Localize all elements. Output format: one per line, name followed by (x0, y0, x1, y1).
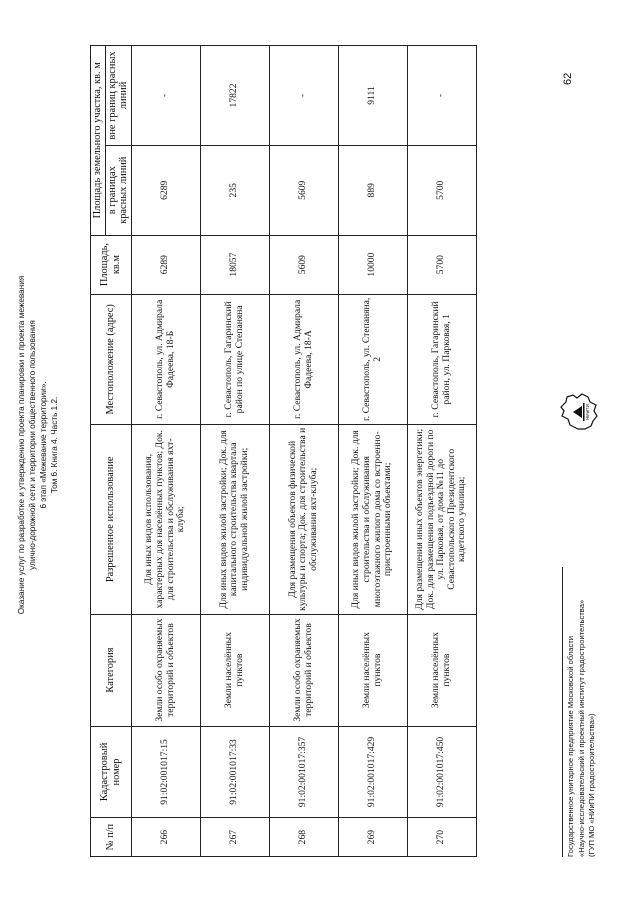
footer-line-1: Государственное унитарное предприятие Московской области (566, 635, 575, 857)
cell-outside-red-lines: 9111 (338, 46, 407, 146)
cell-num: 270 (407, 818, 476, 857)
table-row (200, 46, 269, 857)
cell-cadastral: 91:02:001017:429 (338, 726, 407, 818)
table-row (407, 46, 476, 857)
header-line-4: Том 6. Книга 4. Часть 1.2. (50, 396, 59, 494)
header-within-red-lines: в границах красных линий (105, 145, 131, 235)
cell-outside-red-lines: - (407, 46, 476, 146)
cell-category: Земли особо охраняемых территорий и объектов (269, 614, 338, 726)
document-footer (566, 477, 598, 857)
header-num: № п/п (91, 818, 132, 857)
header-line-1: Оказание услуг по разработке и утверждению проекта планировки и проекта межевания (17, 275, 26, 615)
cell-within-red-lines: 235 (200, 145, 269, 235)
cell-outside-red-lines: - (269, 46, 338, 146)
map-region-logo-icon (558, 389, 600, 435)
header-cadastral: Кадастровый номер (91, 726, 132, 818)
cell-outside-red-lines: - (131, 46, 200, 146)
cell-outside-red-lines: 17822 (200, 46, 269, 146)
cell-address: г. Севастополь, ул. Степаняна, 2 (338, 294, 407, 424)
cell-permitted-use: Для иных видов жилой застройки; Док. для капитального строительства квартала индивидуальной жилой застройки; (200, 425, 269, 615)
cell-num: 269 (338, 818, 407, 857)
cell-cadastral: 91:02:001017:15 (131, 726, 200, 818)
cell-category: Земли особо охраняемых территорий и объектов (131, 614, 200, 726)
header-category: Категория (91, 614, 132, 726)
header-land-area-group: Площадь земельного участка, кв. м (91, 46, 106, 236)
table-row (131, 46, 200, 857)
footer-line-3: (ГУП МО «НИиПИ градостроительства») (587, 713, 596, 857)
cell-area: 10000 (338, 235, 407, 294)
footer-divider (562, 567, 563, 857)
cell-permitted-use: Для иных видов использования, характерных для населённых пунктов; Док. для строительства и обслуживания яхт-клуба; (131, 425, 200, 615)
land-parcel-table (90, 45, 477, 857)
cell-category: Земли населённых пунктов (200, 614, 269, 726)
header-row (91, 46, 106, 857)
header-line-2: улично-дорожной сети и территории общественного пользования (28, 320, 37, 570)
cell-within-red-lines: 5700 (407, 145, 476, 235)
cell-within-red-lines: 6289 (131, 145, 200, 235)
cell-address: г. Севастополь, Гагаринский район, ул. Парковая, 1 (407, 294, 476, 424)
cell-area: 5700 (407, 235, 476, 294)
header-line-3: 6 этап «Межевание территории». (39, 381, 48, 509)
table-row (269, 46, 338, 857)
footer-line-2: «Научно-исследовательский и проектный институт градостроительства» (576, 599, 586, 857)
header-permitted-use: Разрешенное использование (91, 425, 132, 615)
cell-within-red-lines: 5609 (269, 145, 338, 235)
cell-within-red-lines: 889 (338, 145, 407, 235)
cell-area: 5609 (269, 235, 338, 294)
document-header (16, 185, 60, 705)
cell-cadastral: 91:02:001017:450 (407, 726, 476, 818)
header-outside-red-lines: вне границ красных линий (105, 46, 131, 146)
logo-text: НИиПИ (585, 404, 590, 420)
cell-address: г. Севастополь, Гагаринский район по улице Степаняна (200, 294, 269, 424)
cell-permitted-use: Для размещения объектов физической культуры и спорта; Док. для строительства и обслуживания яхт-клуба; (269, 425, 338, 615)
cell-address: г. Севастополь, ул. Адмирала Фадеева, 18-А (269, 294, 338, 424)
page-number: 62 (562, 72, 574, 85)
cell-category: Земли населённых пунктов (338, 614, 407, 726)
cell-address: г. Севастополь, ул. Адмирала Фадеева, 18-Б (131, 294, 200, 424)
cell-area: 18057 (200, 235, 269, 294)
table-row (338, 46, 407, 857)
cell-category: Земли населённых пунктов (407, 614, 476, 726)
cell-permitted-use: Для размещения иных объектов энергетики; Док. для размещения подъездной дороги по ул. Парковая, от дома №11 до Севастопольского Президентского кадетского училища; (407, 425, 476, 615)
header-address: Местоположение (адрес) (91, 294, 132, 424)
cell-area: 6289 (131, 235, 200, 294)
cell-permitted-use: Для иных видов жилой застройки; Док. для строительства и обслуживания многоэтажного жилого дома со встроенно-пристроенными объектами; (338, 425, 407, 615)
cell-cadastral: 91:02:001017:33 (200, 726, 269, 818)
header-area: Площадь, кв.м (91, 235, 132, 294)
cell-num: 267 (200, 818, 269, 857)
cell-num: 266 (131, 818, 200, 857)
cell-num: 268 (269, 818, 338, 857)
cell-cadastral: 91:02:001017:357 (269, 726, 338, 818)
